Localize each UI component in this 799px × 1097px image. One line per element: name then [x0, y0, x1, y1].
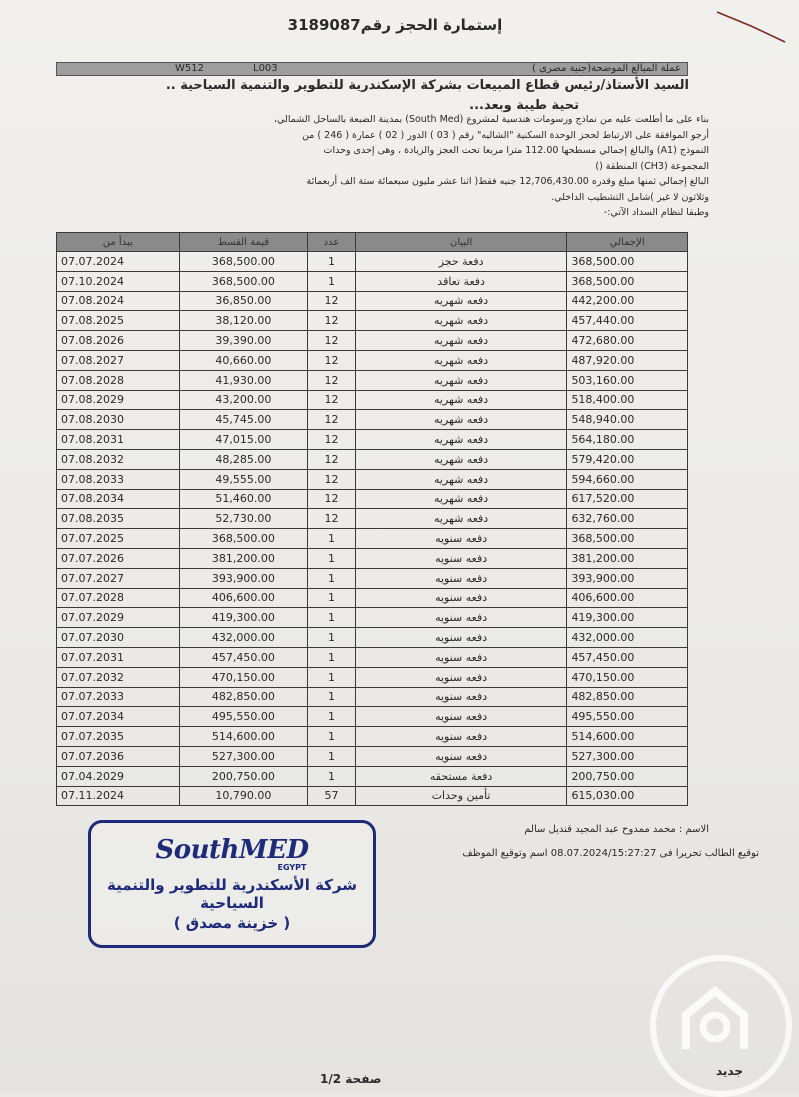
- cell-start-date: 07.07.2029: [57, 608, 180, 628]
- cell-count: 1: [308, 608, 356, 628]
- cell-total: 615,030.00: [567, 786, 688, 806]
- cell-count: 12: [308, 370, 356, 390]
- cell-installment: 41,930.00: [179, 370, 308, 390]
- signature-line: توقيع الطالب تحريرا فى 08.07.2024/15:27:27 اسم وتوقيع الموظف: [462, 848, 759, 859]
- cell-total: 472,680.00: [567, 331, 688, 351]
- cell-count: 12: [308, 390, 356, 410]
- cell-description: دفعه سنويه: [355, 727, 567, 747]
- cell-count: 1: [308, 687, 356, 707]
- cell-start-date: 07.08.2030: [57, 410, 180, 430]
- cell-description: دفعه شهريه: [355, 430, 567, 450]
- cell-count: 1: [308, 667, 356, 687]
- cell-count: 12: [308, 449, 356, 469]
- cell-description: دفعه سنويه: [355, 628, 567, 648]
- cell-total: 457,450.00: [567, 647, 688, 667]
- cell-installment: 52,730.00: [179, 509, 308, 529]
- intro-line: وطبقا لنظام السداد الآتي:-: [603, 207, 709, 218]
- cell-installment: 381,200.00: [179, 548, 308, 568]
- cell-total: 200,750.00: [567, 766, 688, 786]
- cell-description: دفعه سنويه: [355, 529, 567, 549]
- cell-description: دفعه سنويه: [355, 568, 567, 588]
- cell-total: 482,850.00: [567, 687, 688, 707]
- cell-total: 470,150.00: [567, 667, 688, 687]
- intro-line: أرجو الموافقة على الارتباط لحجز الوحدة السكنية "الشاليه" رقم ( 03 ) الدور ( 02 ) عمارة ( 246 ) من: [302, 129, 709, 141]
- cell-installment: 368,500.00: [179, 252, 308, 272]
- cell-start-date: 07.07.2028: [57, 588, 180, 608]
- payment-schedule-table: [56, 232, 688, 806]
- cell-description: دفعه سنويه: [355, 647, 567, 667]
- cell-count: 1: [308, 727, 356, 747]
- cell-total: 632,760.00: [567, 509, 688, 529]
- cell-description: تأمين وحدات: [355, 786, 567, 806]
- cell-start-date: 07.07.2024: [57, 252, 180, 272]
- cell-total: 487,920.00: [567, 350, 688, 370]
- cell-description: دفعه سنويه: [355, 667, 567, 687]
- cell-start-date: 07.07.2036: [57, 746, 180, 766]
- table-row: [57, 608, 688, 628]
- cell-total: 393,900.00: [567, 568, 688, 588]
- cell-description: دفعه شهريه: [355, 509, 567, 529]
- table-row: [57, 449, 688, 469]
- cell-start-date: 07.08.2026: [57, 331, 180, 351]
- cell-start-date: 07.04.2029: [57, 766, 180, 786]
- cell-installment: 406,600.00: [179, 588, 308, 608]
- addressee: السيد الأستاذ/رئيس قطاع المبيعات بشركة الإسكندرية للتطوير والتنمية السياحية ..: [165, 78, 689, 93]
- cell-count: 12: [308, 469, 356, 489]
- cell-count: 12: [308, 509, 356, 529]
- cell-installment: 47,015.00: [179, 430, 308, 450]
- table-row: [57, 687, 688, 707]
- cell-count: 1: [308, 766, 356, 786]
- cell-count: 1: [308, 647, 356, 667]
- stamp-brand: SouthMED: [155, 835, 309, 865]
- cell-start-date: 07.08.2033: [57, 469, 180, 489]
- col-installment: قيمة القسط: [179, 233, 308, 252]
- cell-count: 1: [308, 588, 356, 608]
- cell-start-date: 07.07.2030: [57, 628, 180, 648]
- cell-total: 368,500.00: [567, 252, 688, 272]
- cell-installment: 10,790.00: [179, 786, 308, 806]
- cell-count: 1: [308, 746, 356, 766]
- cell-installment: 45,745.00: [179, 410, 308, 430]
- cell-start-date: 07.08.2028: [57, 370, 180, 390]
- cell-count: 1: [308, 529, 356, 549]
- cell-installment: 482,850.00: [179, 687, 308, 707]
- col-count: عدد: [308, 233, 356, 252]
- intro-line: بناء على ما أطلعت عليه من نماذج ورسومات هندسية لمشروع (South Med) بمدينة الضبعة بالساحل الشمالي،: [273, 114, 709, 125]
- table-row: [57, 548, 688, 568]
- table-row: [57, 588, 688, 608]
- cell-count: 12: [308, 311, 356, 331]
- cell-installment: 200,750.00: [179, 766, 308, 786]
- cell-count: 1: [308, 271, 356, 291]
- cell-count: 12: [308, 410, 356, 430]
- cell-description: دفعه شهريه: [355, 331, 567, 351]
- cell-start-date: 07.08.2034: [57, 489, 180, 509]
- table-row: [57, 489, 688, 509]
- customer-name: الاسم : محمد ممدوح عبد المجيد قنديل سالم: [524, 824, 709, 835]
- cell-description: دفعه شهريه: [355, 291, 567, 311]
- page-title: إستمارة الحجز رقم3189087: [287, 16, 503, 34]
- cell-installment: 51,460.00: [179, 489, 308, 509]
- cell-start-date: 07.08.2035: [57, 509, 180, 529]
- cell-installment: 419,300.00: [179, 608, 308, 628]
- cell-count: 1: [308, 548, 356, 568]
- cell-installment: 39,390.00: [179, 331, 308, 351]
- cell-start-date: 07.07.2031: [57, 647, 180, 667]
- cell-total: 457,440.00: [567, 311, 688, 331]
- cell-installment: 40,660.00: [179, 350, 308, 370]
- cell-installment: 432,000.00: [179, 628, 308, 648]
- cell-start-date: 07.08.2031: [57, 430, 180, 450]
- cell-installment: 368,500.00: [179, 271, 308, 291]
- cell-description: دفعه سنويه: [355, 548, 567, 568]
- cell-description: دفعه سنويه: [355, 707, 567, 727]
- cell-count: 12: [308, 430, 356, 450]
- cell-description: دفعة مستحقه: [355, 766, 567, 786]
- cell-installment: 527,300.00: [179, 746, 308, 766]
- table-row: [57, 350, 688, 370]
- pen-stroke-mark: [711, 6, 791, 46]
- intro-paragraph: [0, 112, 709, 221]
- cell-total: 381,200.00: [567, 548, 688, 568]
- currency-note: عملة المبالغ الموضحة(جنية مصرى ): [531, 63, 681, 74]
- intro-line: وثلاثون لا غير )شامل التشطيب الداخلي.: [551, 191, 709, 203]
- cell-description: دفعه شهريه: [355, 449, 567, 469]
- cell-description: دفعه شهريه: [355, 311, 567, 331]
- company-stamp: [88, 820, 376, 948]
- cell-installment: 393,900.00: [179, 568, 308, 588]
- cell-description: دفعة حجز: [355, 252, 567, 272]
- cell-installment: 43,200.00: [179, 390, 308, 410]
- cell-count: 12: [308, 291, 356, 311]
- cell-total: 594,660.00: [567, 469, 688, 489]
- col-start-date: يبدأ من: [57, 233, 180, 252]
- cell-start-date: 07.08.2029: [57, 390, 180, 410]
- table-row: [57, 529, 688, 549]
- table-row: [57, 727, 688, 747]
- table-row: [57, 390, 688, 410]
- table-row: [57, 291, 688, 311]
- cell-total: 503,160.00: [567, 370, 688, 390]
- cell-start-date: 07.07.2033: [57, 687, 180, 707]
- cell-installment: 470,150.00: [179, 667, 308, 687]
- cell-count: 1: [308, 707, 356, 727]
- cell-description: دفعه شهريه: [355, 390, 567, 410]
- cell-start-date: 07.08.2024: [57, 291, 180, 311]
- stamp-certified: ( خزينة مصدق ): [173, 914, 291, 932]
- cell-total: 579,420.00: [567, 449, 688, 469]
- cell-installment: 514,600.00: [179, 727, 308, 747]
- col-description: البيان: [355, 233, 567, 252]
- cell-total: 617,520.00: [567, 489, 688, 509]
- cell-count: 12: [308, 331, 356, 351]
- cell-description: دفعه سنويه: [355, 687, 567, 707]
- cell-start-date: 07.07.2025: [57, 529, 180, 549]
- cell-installment: 495,550.00: [179, 707, 308, 727]
- cell-total: 368,500.00: [567, 529, 688, 549]
- table-row: [57, 469, 688, 489]
- table-row: [57, 647, 688, 667]
- cell-start-date: 07.08.2025: [57, 311, 180, 331]
- currency-bar: [56, 62, 688, 76]
- cell-total: 432,000.00: [567, 628, 688, 648]
- table-row: [57, 271, 688, 291]
- cell-start-date: 07.10.2024: [57, 271, 180, 291]
- cell-total: 514,600.00: [567, 727, 688, 747]
- cell-start-date: 07.07.2035: [57, 727, 180, 747]
- cell-installment: 368,500.00: [179, 529, 308, 549]
- table-row: [57, 370, 688, 390]
- cell-start-date: 07.07.2032: [57, 667, 180, 687]
- cell-count: 1: [308, 252, 356, 272]
- table-row: [57, 628, 688, 648]
- greeting: تحية طيبة وبعد...: [469, 98, 579, 113]
- cell-installment: 36,850.00: [179, 291, 308, 311]
- cell-start-date: 07.08.2032: [57, 449, 180, 469]
- cell-description: دفعه شهريه: [355, 469, 567, 489]
- cell-count: 57: [308, 786, 356, 806]
- stamp-company: شركة الأسكندرية للتطوير والتنمية السياحية: [107, 876, 357, 912]
- cell-total: 527,300.00: [567, 746, 688, 766]
- cell-start-date: 07.07.2027: [57, 568, 180, 588]
- new-label: جديد: [715, 1064, 743, 1078]
- cell-total: 495,550.00: [567, 707, 688, 727]
- cell-description: دفعه سنويه: [355, 608, 567, 628]
- table-row: [57, 667, 688, 687]
- cell-installment: 38,120.00: [179, 311, 308, 331]
- cell-total: 368,500.00: [567, 271, 688, 291]
- table-row: [57, 568, 688, 588]
- table-header-row: [57, 233, 688, 252]
- cell-total: 419,300.00: [567, 608, 688, 628]
- cell-total: 518,400.00: [567, 390, 688, 410]
- stamp-country: EGYPT: [277, 863, 307, 872]
- intro-line: النموذج (A1) والبالغ إجمالي مسطحها 112.00 مترا مربعا تحت العجز والزيادة ، وهى إحدى وحدات: [323, 145, 709, 156]
- table-row: [57, 509, 688, 529]
- cell-start-date: 07.07.2034: [57, 707, 180, 727]
- cell-total: 548,940.00: [567, 410, 688, 430]
- cell-count: 12: [308, 489, 356, 509]
- page-number: صفحة 1/2: [320, 1072, 382, 1086]
- cell-installment: 49,555.00: [179, 469, 308, 489]
- table-row: [57, 311, 688, 331]
- table-row: [57, 707, 688, 727]
- cell-installment: 457,450.00: [179, 647, 308, 667]
- cell-description: دفعه شهريه: [355, 489, 567, 509]
- cell-count: 12: [308, 350, 356, 370]
- cell-description: دفعة تعاقد: [355, 271, 567, 291]
- cell-installment: 48,285.00: [179, 449, 308, 469]
- cell-description: دفعه سنويه: [355, 746, 567, 766]
- cell-total: 406,600.00: [567, 588, 688, 608]
- cell-count: 1: [308, 568, 356, 588]
- cell-start-date: 07.11.2024: [57, 786, 180, 806]
- cell-total: 442,200.00: [567, 291, 688, 311]
- cell-description: دفعه سنويه: [355, 588, 567, 608]
- intro-line: المجموعة (CH3) المنطقة (): [595, 160, 709, 172]
- table-row: [57, 252, 688, 272]
- table-row: [57, 786, 688, 806]
- table-row: [57, 430, 688, 450]
- level-code: L003: [253, 63, 278, 74]
- col-total: الإجمالي: [567, 233, 688, 252]
- cell-count: 1: [308, 628, 356, 648]
- table-body: [57, 252, 688, 806]
- cell-description: دفعه شهريه: [355, 370, 567, 390]
- cell-start-date: 07.08.2027: [57, 350, 180, 370]
- cell-start-date: 07.07.2026: [57, 548, 180, 568]
- intro-line: البالغ إجمالي ثمنها مبلغ وقدره 12,706,430.00 جنيه فقط( اثنا عشر مليون سبعمائة ستة الف أربعمائة: [306, 176, 709, 187]
- table-row: [57, 746, 688, 766]
- table-row: [57, 331, 688, 351]
- table-row: [57, 766, 688, 786]
- cell-description: دفعه شهريه: [355, 350, 567, 370]
- table-row: [57, 410, 688, 430]
- cell-total: 564,180.00: [567, 430, 688, 450]
- cell-description: دفعه شهريه: [355, 410, 567, 430]
- unit-code: W512: [175, 63, 204, 74]
